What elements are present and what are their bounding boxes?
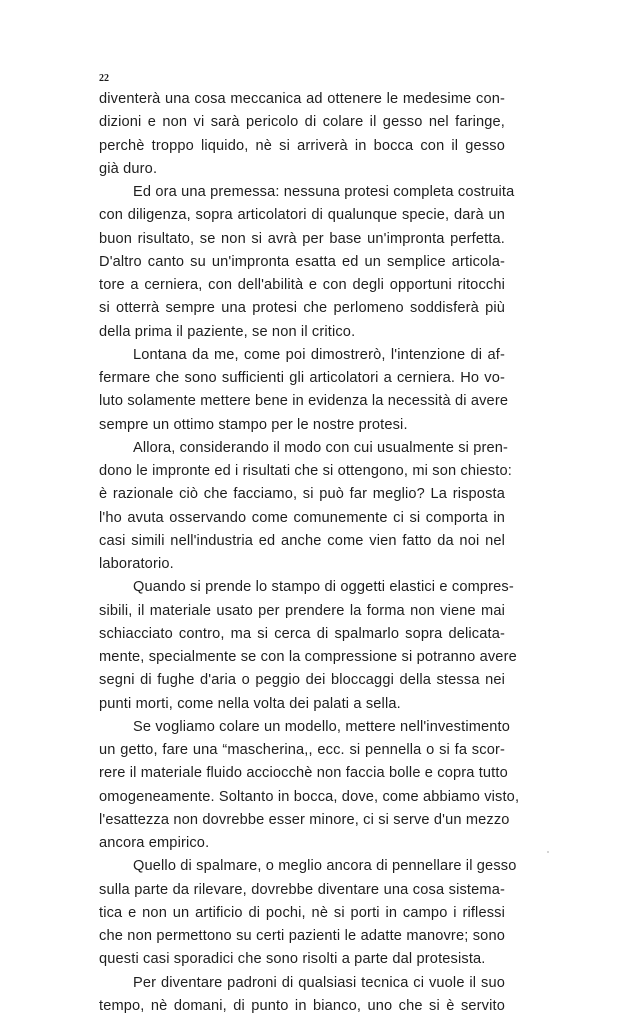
text-line: Allora, considerando il modo con cui usualmente si pren- bbox=[99, 437, 505, 460]
paragraph bbox=[99, 344, 505, 437]
text-line: ancora empirico. bbox=[99, 832, 505, 855]
text-line: sulla parte da rilevare, dovrebbe diventare una cosa sistema- bbox=[99, 879, 505, 902]
paragraph bbox=[99, 855, 505, 971]
text-line: l'ho avuta osservando come comunemente ci si comporta in bbox=[99, 507, 505, 530]
text-line: con diligenza, sopra articolatori di qualunque specie, darà un bbox=[99, 204, 505, 227]
text-line: luto solamente mettere bene in evidenza la necessità di avere bbox=[99, 390, 505, 413]
text-line: D'altro canto su un'impronta esatta ed un semplice articola- bbox=[99, 251, 505, 274]
paragraph bbox=[99, 181, 505, 344]
paragraph bbox=[99, 716, 505, 856]
text-line: si otterrà sempre una protesi che perlomeno soddisferà più bbox=[99, 297, 505, 320]
text-line: rere il materiale fluido acciocchè non faccia bolle e copra tutto bbox=[99, 762, 505, 785]
text-line: Per diventare padroni di qualsiasi tecnica ci vuole il suo bbox=[99, 972, 505, 995]
text-line: dizioni e non vi sarà pericolo di colare il gesso nel faringe, bbox=[99, 111, 505, 134]
text-line: diventerà una cosa meccanica ad ottenere le medesime con- bbox=[99, 88, 505, 111]
text-line: tore a cerniera, con dell'abilità e con degli opportuni ritocchi bbox=[99, 274, 505, 297]
paragraph bbox=[99, 972, 505, 1018]
paragraph bbox=[99, 437, 505, 577]
page-number: 22 bbox=[99, 73, 109, 84]
text-line: fermare che sono sufficienti gli articolatori a cerniera. Ho vo- bbox=[99, 367, 505, 390]
text-line: Lontana da me, come poi dimostrerò, l'intenzione di af- bbox=[99, 344, 505, 367]
text-line: casi simili nell'industria ed anche come vien fatto da noi nel bbox=[99, 530, 505, 553]
text-line: sibili, il materiale usato per prendere la forma non viene mai bbox=[99, 600, 505, 623]
text-line: già duro. bbox=[99, 158, 505, 181]
text-line: omogeneamente. Soltanto in bocca, dove, come abbiamo visto, bbox=[99, 786, 505, 809]
text-line: Quello di spalmare, o meglio ancora di pennellare il gesso bbox=[99, 855, 505, 878]
text-line: schiacciato contro, ma si cerca di spalmarlo sopra delicata- bbox=[99, 623, 505, 646]
text-line: un getto, fare una “mascherina,, ecc. si pennella o si fa scor- bbox=[99, 739, 505, 762]
text-line: Quando si prende lo stampo di oggetti elastici e compres- bbox=[99, 576, 505, 599]
text-line: dono le impronte ed i risultati che si ottengono, mi son chiesto: bbox=[99, 460, 505, 483]
body-text bbox=[99, 88, 505, 1018]
text-line: tempo, nè domani, di punto in bianco, uno che si è servito bbox=[99, 995, 505, 1018]
text-line: è razionale ciò che facciamo, si può far meglio? La risposta bbox=[99, 483, 505, 506]
text-line: tica e non un artificio di pochi, nè si porti in campo i riflessi bbox=[99, 902, 505, 925]
text-line: punti morti, come nella volta dei palati a sella. bbox=[99, 693, 505, 716]
text-line: sempre un ottimo stampo per le nostre protesi. bbox=[99, 414, 505, 437]
scan-speck bbox=[547, 851, 549, 853]
text-line: questi casi sporadici che sono risolti a parte dal protesista. bbox=[99, 948, 505, 971]
text-line: mente, specialmente se con la compressione si potranno avere bbox=[99, 646, 505, 669]
text-line: Se vogliamo colare un modello, mettere nell'investimento bbox=[99, 716, 505, 739]
text-line: segni di fughe d'aria o peggio dei bloccaggi della stessa nei bbox=[99, 669, 505, 692]
text-line: Ed ora una premessa: nessuna protesi completa costruita bbox=[99, 181, 505, 204]
text-line: l'esattezza non dovrebbe esser minore, ci si serve d'un mezzo bbox=[99, 809, 505, 832]
paragraph bbox=[99, 88, 505, 181]
text-line: laboratorio. bbox=[99, 553, 505, 576]
text-line: perchè troppo liquido, nè si arriverà in bocca con il gesso bbox=[99, 135, 505, 158]
text-line: che non permettono su certi pazienti le adatte manovre; sono bbox=[99, 925, 505, 948]
paragraph bbox=[99, 576, 505, 716]
text-line: buon risultato, se non si avrà per base un'impronta perfetta. bbox=[99, 228, 505, 251]
text-line: della prima il paziente, se non il critico. bbox=[99, 321, 505, 344]
